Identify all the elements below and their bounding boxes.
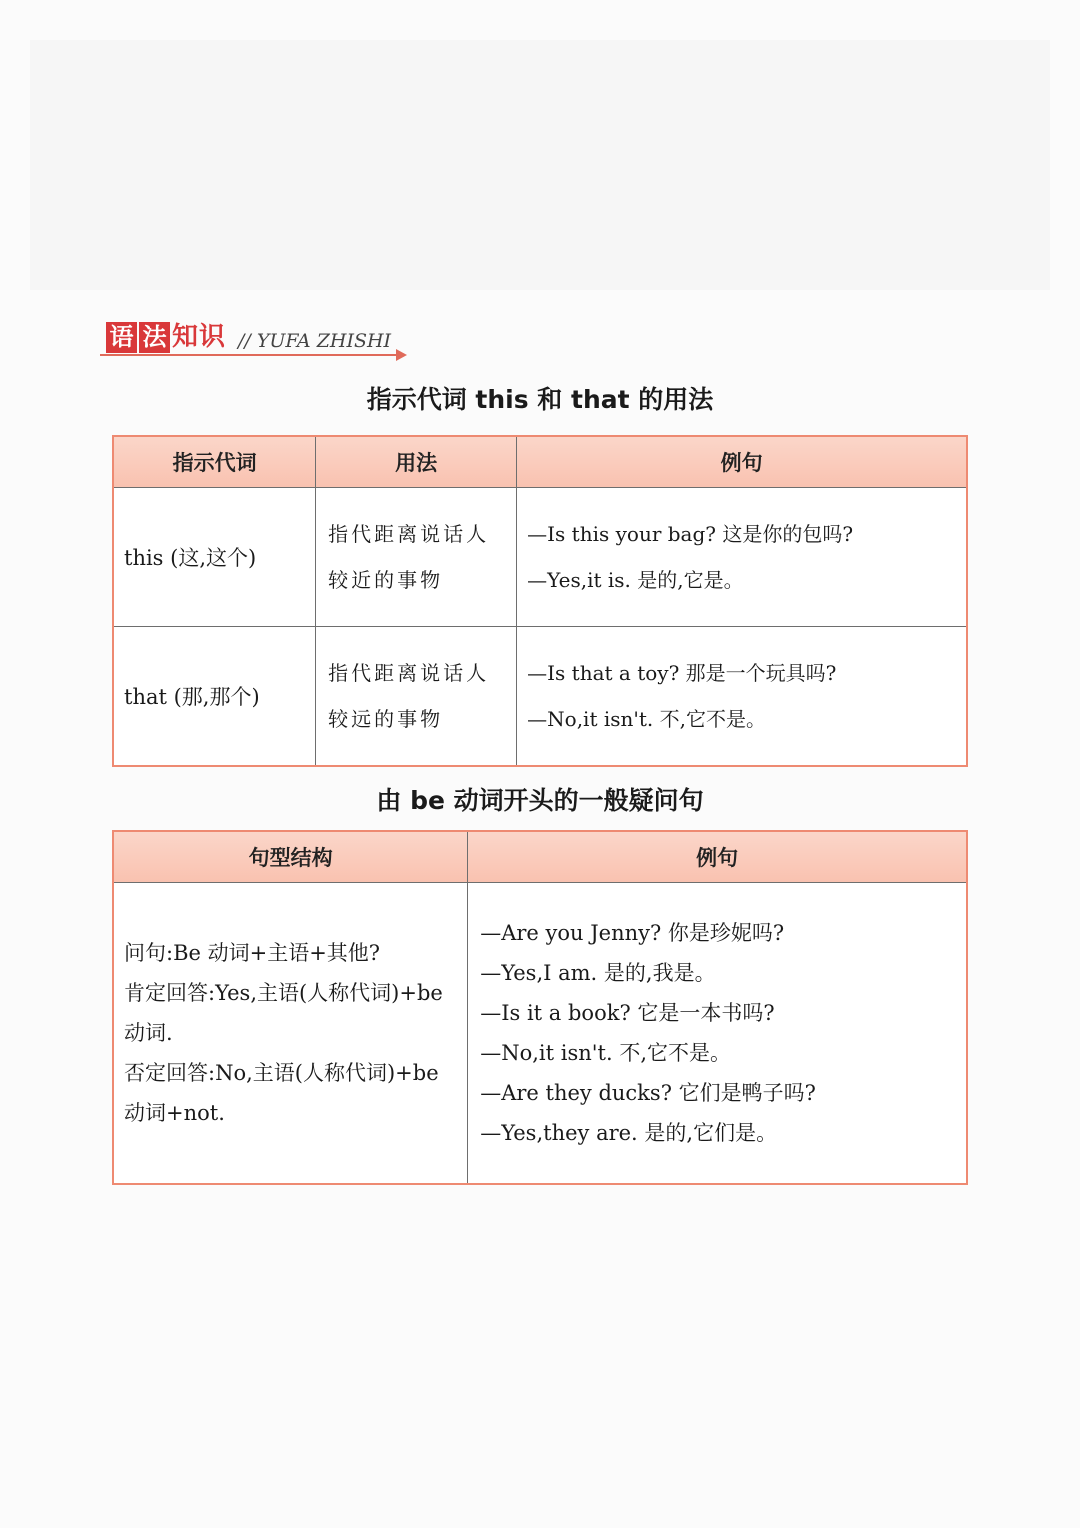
example-line: —Is that a toy? 那是一个玩具吗?	[527, 661, 837, 685]
structure-cell	[113, 883, 468, 1185]
page-top-area	[30, 40, 1050, 290]
example-line: —Yes,they are. 是的,它们是。	[480, 1121, 778, 1145]
table-row	[113, 883, 967, 1185]
example-line: —No,it isn't. 不,它不是。	[480, 1041, 731, 1065]
section-header	[100, 318, 420, 363]
example-line: —Are they ducks? 它们是鸭子吗?	[480, 1081, 816, 1105]
pronoun-cell: this (这,这个)	[113, 488, 316, 627]
arrow-icon	[396, 349, 407, 361]
column-header: 例句	[517, 436, 967, 488]
example-cell	[517, 488, 967, 627]
example-line: —Is it a book? 它是一本书吗?	[480, 1001, 775, 1025]
header-pinyin: // YUFA ZHISHI	[238, 330, 392, 352]
column-header: 句型结构	[113, 831, 468, 883]
header-text: 知识	[172, 322, 227, 352]
example-line: —No,it isn't. 不,它不是。	[527, 707, 766, 731]
pronoun-cell: that (那,那个)	[113, 627, 316, 767]
example-cell	[468, 883, 967, 1185]
table-row	[113, 627, 967, 767]
header-underline	[100, 354, 400, 356]
example-line: —Is this your bag? 这是你的包吗?	[527, 522, 854, 546]
example-line: —Are you Jenny? 你是珍妮吗?	[480, 921, 785, 945]
usage-line: 较远的事物	[328, 707, 444, 731]
column-header: 指示代词	[113, 436, 316, 488]
usage-line: 较近的事物	[328, 568, 444, 592]
example-cell	[517, 627, 967, 767]
table-header-row	[113, 831, 967, 883]
structure-line: 肯定回答:Yes,主语(人称代词)+be 动词.	[124, 981, 443, 1045]
table1-title: 指示代词 this 和 that 的用法	[366, 385, 714, 414]
column-header: 用法	[316, 436, 517, 488]
structure-line: 否定回答:No,主语(人称代词)+be 动词+not.	[124, 1061, 439, 1125]
usage-line: 指代距离说话人	[328, 661, 490, 685]
usage-cell	[316, 627, 517, 767]
usage-cell	[316, 488, 517, 627]
table2-title: 由 be 动词开头的一般疑问句	[376, 786, 704, 815]
header-box-char: 语	[106, 322, 137, 353]
usage-line: 指代距离说话人	[328, 522, 490, 546]
header-box-char: 法	[139, 322, 170, 353]
be-verb-question-table	[112, 830, 968, 1185]
structure-line: 问句:Be 动词+主语+其他?	[124, 941, 381, 965]
example-line: —Yes,it is. 是的,它是。	[527, 568, 744, 592]
table-row	[113, 488, 967, 627]
demonstrative-pronoun-table	[112, 435, 968, 767]
table-header-row	[113, 436, 967, 488]
example-line: —Yes,I am. 是的,我是。	[480, 961, 716, 985]
column-header: 例句	[468, 831, 967, 883]
